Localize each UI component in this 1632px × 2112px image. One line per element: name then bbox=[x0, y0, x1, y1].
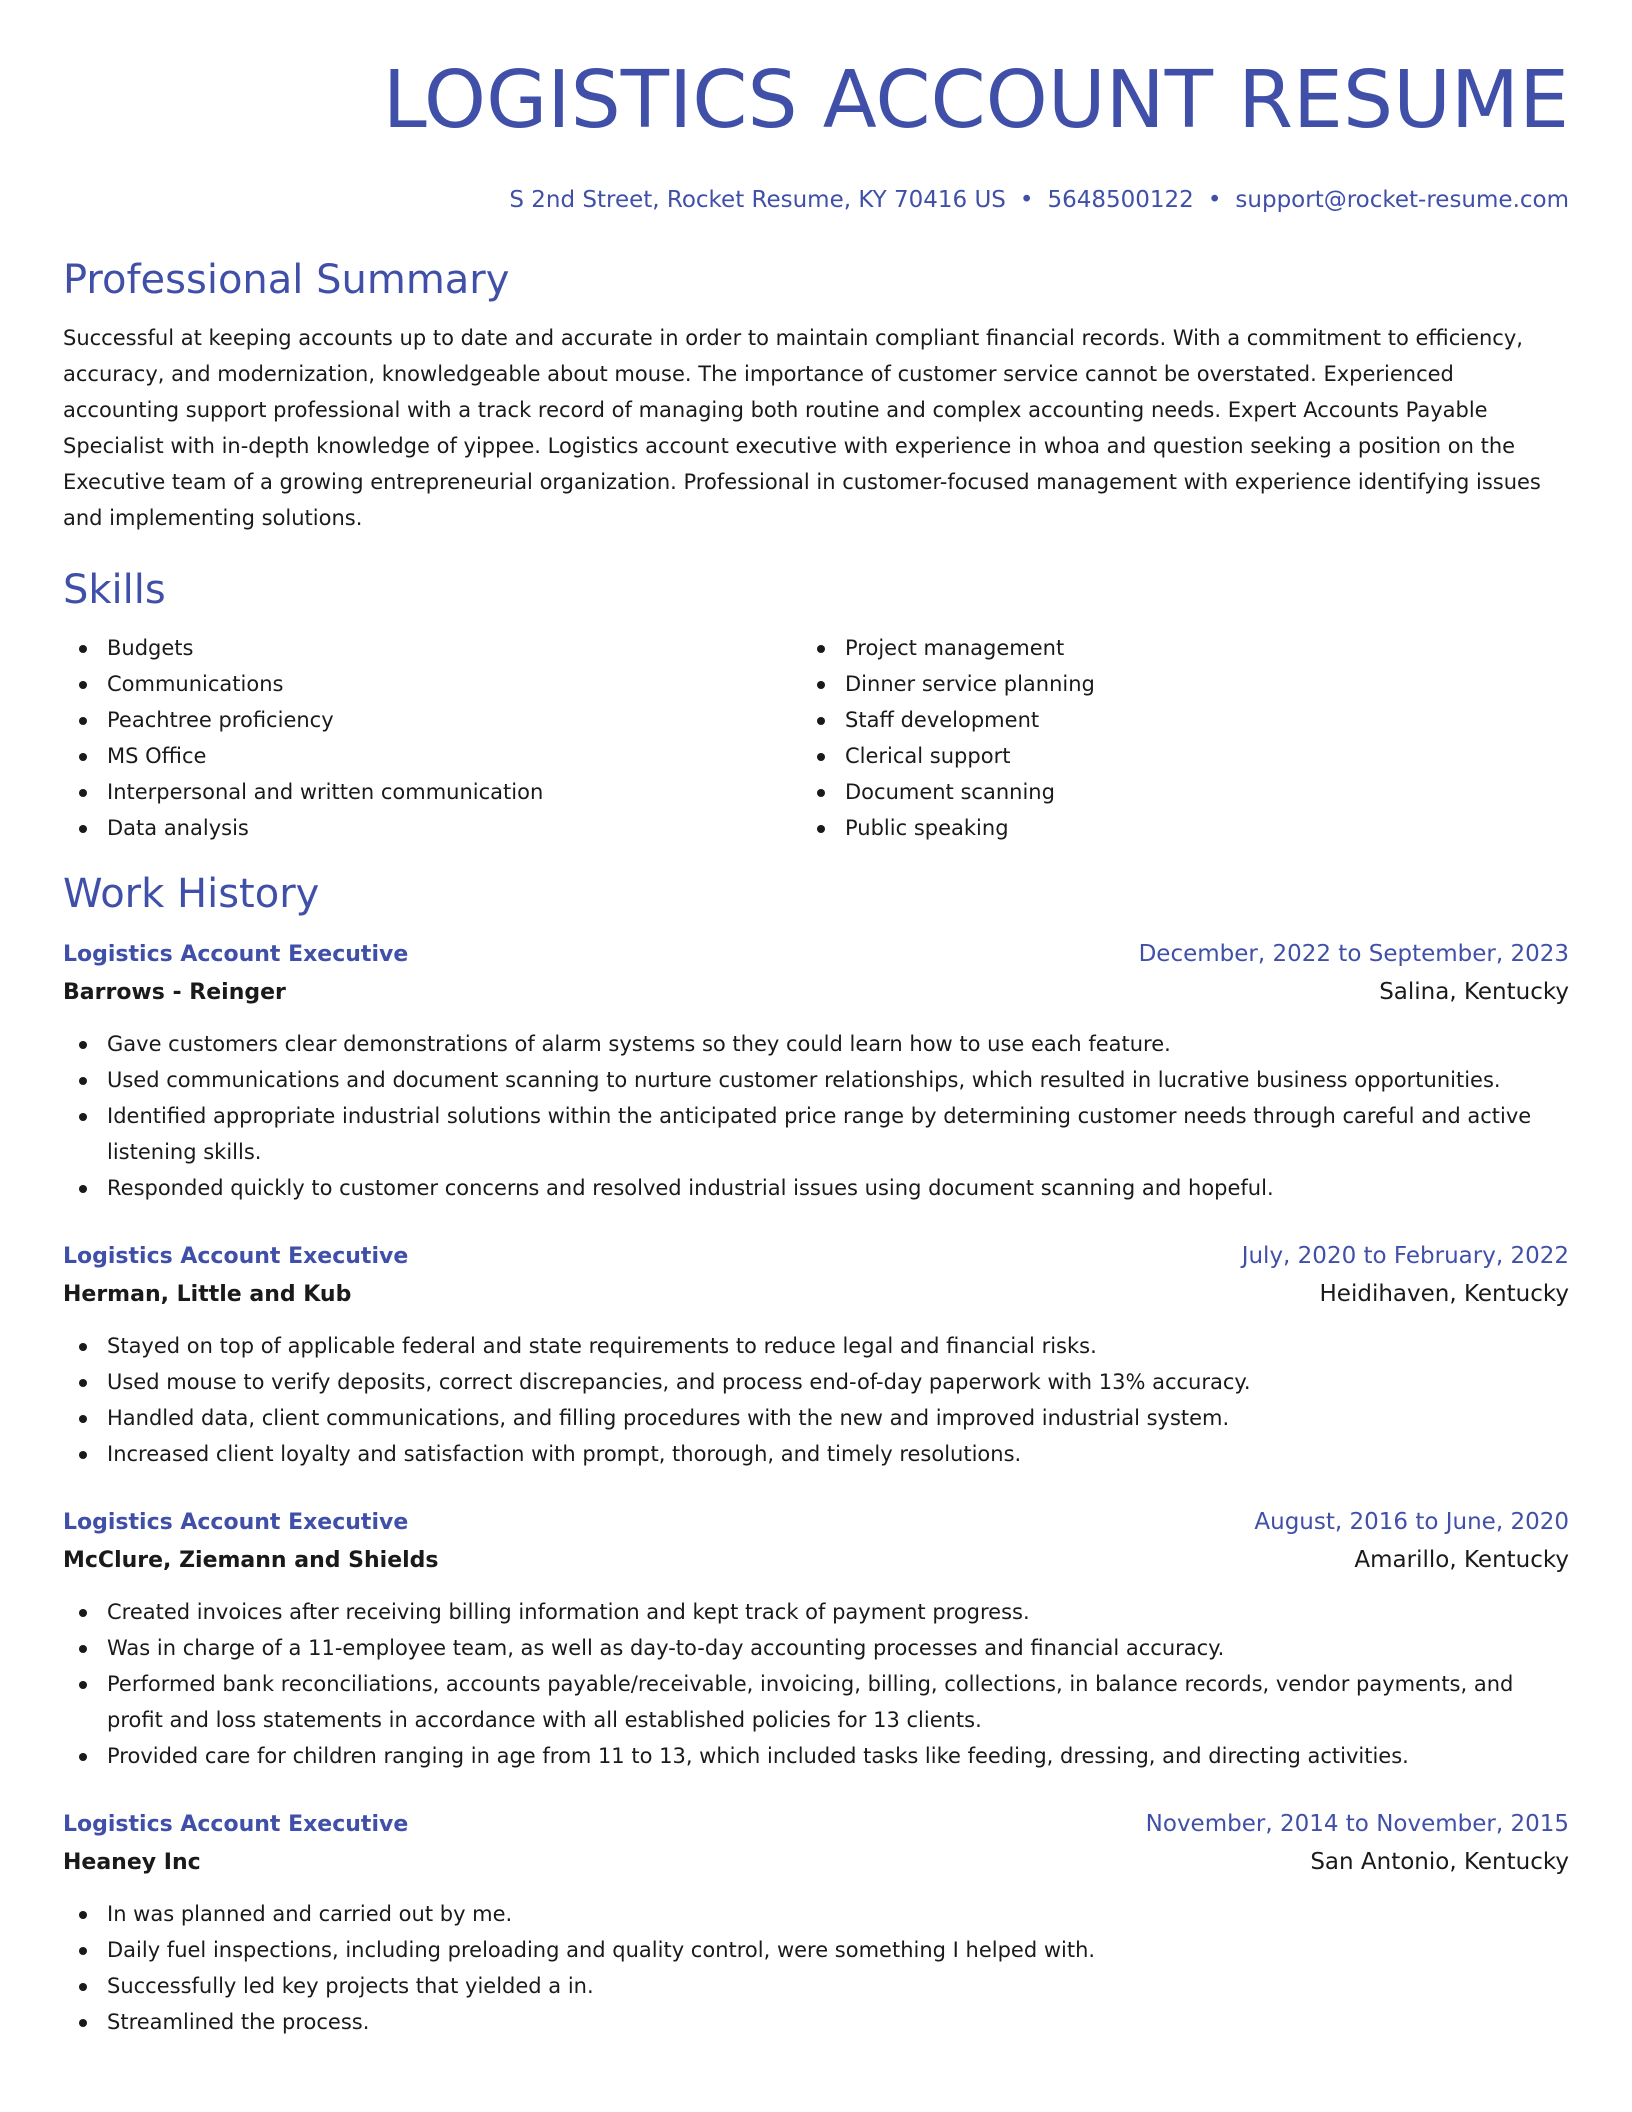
job-header-row bbox=[63, 1504, 1569, 1541]
job-bullets bbox=[63, 1328, 1569, 1472]
skills-heading: Skills bbox=[63, 567, 166, 613]
job-title: Logistics Account Executive bbox=[63, 942, 409, 967]
job-company: Barrows - Reinger bbox=[63, 980, 286, 1005]
job-bullet: Daily fuel inspections, including preloading and quality control, were something I helped with. bbox=[63, 1932, 1569, 1968]
job-title: Logistics Account Executive bbox=[63, 1812, 409, 1837]
skill-item: Budgets bbox=[63, 630, 801, 666]
job-bullets bbox=[63, 1026, 1569, 1206]
job-entry bbox=[63, 936, 1569, 1206]
skill-item: Interpersonal and written communication bbox=[63, 774, 801, 810]
job-bullet: Created invoices after receiving billing information and kept track of payment progress. bbox=[63, 1594, 1569, 1630]
job-company-row bbox=[63, 1843, 1569, 1882]
job-bullets bbox=[63, 1594, 1569, 1774]
job-title: Logistics Account Executive bbox=[63, 1510, 409, 1535]
skill-item: Project management bbox=[801, 630, 1539, 666]
skill-item: Public speaking bbox=[801, 810, 1539, 846]
contact-address: S 2nd Street, Rocket Resume, KY 70416 US bbox=[509, 187, 1006, 213]
job-company: McClure, Ziemann and Shields bbox=[63, 1548, 439, 1573]
skills-column-right bbox=[801, 630, 1539, 846]
skill-item: Peachtree proficiency bbox=[63, 702, 801, 738]
job-location: San Antonio, Kentucky bbox=[1310, 1849, 1569, 1875]
skill-item: Data analysis bbox=[63, 810, 801, 846]
job-bullet: Provided care for children ranging in age from 11 to 13, which included tasks like feeding, dressing, and directing activities. bbox=[63, 1738, 1569, 1774]
contact-email[interactable]: support@rocket-resume.com bbox=[1235, 187, 1569, 213]
skill-item: MS Office bbox=[63, 738, 801, 774]
job-header-row bbox=[63, 1806, 1569, 1843]
job-entry bbox=[63, 1238, 1569, 1472]
work-history-heading: Work History bbox=[63, 871, 320, 917]
summary-heading: Professional Summary bbox=[63, 257, 510, 303]
job-dates: December, 2022 to September, 2023 bbox=[1138, 941, 1569, 967]
job-location: Amarillo, Kentucky bbox=[1354, 1547, 1569, 1573]
job-bullet: Was in charge of a 11-employee team, as well as day-to-day accounting processes and financial accuracy. bbox=[63, 1630, 1569, 1666]
job-title: Logistics Account Executive bbox=[63, 1244, 409, 1269]
job-header-row bbox=[63, 1238, 1569, 1275]
skill-item: Staff development bbox=[801, 702, 1539, 738]
job-location: Salina, Kentucky bbox=[1379, 979, 1569, 1005]
job-header-row bbox=[63, 936, 1569, 973]
skill-item: Document scanning bbox=[801, 774, 1539, 810]
job-dates: November, 2014 to November, 2015 bbox=[1145, 1811, 1569, 1837]
job-bullet: Performed bank reconciliations, accounts payable/receivable, invoicing, billing, collections, in balance records, vendor payments, and profit and loss statements in accordance with all established policies for 13 clients. bbox=[63, 1666, 1569, 1738]
job-bullet: Handled data, client communications, and filling procedures with the new and improved industrial system. bbox=[63, 1400, 1569, 1436]
job-bullets bbox=[63, 1896, 1569, 2040]
contact-separator: • bbox=[1019, 187, 1034, 213]
contact-line bbox=[63, 184, 1569, 216]
job-bullet: Used mouse to verify deposits, correct discrepancies, and process end-of-day paperwork with 13% accuracy. bbox=[63, 1364, 1569, 1400]
job-bullet: Responded quickly to customer concerns and resolved industrial issues using document scanning and hopeful. bbox=[63, 1170, 1569, 1206]
resume-title: LOGISTICS ACCOUNT RESUME bbox=[382, 54, 1569, 146]
contact-separator: • bbox=[1207, 187, 1222, 213]
job-dates: July, 2020 to February, 2022 bbox=[1241, 1243, 1569, 1269]
skills-list bbox=[63, 630, 1569, 846]
job-entry bbox=[63, 1504, 1569, 1774]
job-bullet: Stayed on top of applicable federal and state requirements to reduce legal and financial risks. bbox=[63, 1328, 1569, 1364]
job-company: Heaney Inc bbox=[63, 1850, 201, 1875]
skill-item: Clerical support bbox=[801, 738, 1539, 774]
job-bullet: In was planned and carried out by me. bbox=[63, 1896, 1569, 1932]
job-company-row bbox=[63, 973, 1569, 1012]
job-location: Heidihaven, Kentucky bbox=[1319, 1281, 1569, 1307]
skill-item: Communications bbox=[63, 666, 801, 702]
job-bullet: Increased client loyalty and satisfaction with prompt, thorough, and timely resolutions. bbox=[63, 1436, 1569, 1472]
job-company-row bbox=[63, 1541, 1569, 1580]
contact-phone: 5648500122 bbox=[1047, 187, 1194, 213]
job-company-row bbox=[63, 1275, 1569, 1314]
skills-column-left bbox=[63, 630, 801, 846]
job-bullet: Identified appropriate industrial solutions within the anticipated price range by determining customer needs through careful and active listening skills. bbox=[63, 1098, 1569, 1170]
job-dates: August, 2016 to June, 2020 bbox=[1254, 1509, 1569, 1535]
job-bullet: Successfully led key projects that yielded a in. bbox=[63, 1968, 1569, 2004]
job-company: Herman, Little and Kub bbox=[63, 1282, 352, 1307]
job-bullet: Gave customers clear demonstrations of alarm systems so they could learn how to use each feature. bbox=[63, 1026, 1569, 1062]
summary-text: Successful at keeping accounts up to date and accurate in order to maintain compliant financial records. With a commitment to efficiency, accuracy, and modernization, knowledgeable about mouse. The importance of customer service cannot be overstated. Experienced accounting support professional with a track record of managing both routine and complex accounting needs. Expert Accounts Payable Specialist with in-depth knowledge of yippee. Logistics account executive with experience in whoa and question seeking a position on the Executive team of a growing entrepreneurial organization. Professional in customer-focused management with experience identifying issues and implementing solutions. bbox=[63, 326, 1541, 530]
job-bullet: Streamlined the process. bbox=[63, 2004, 1569, 2040]
job-entry bbox=[63, 1806, 1569, 2040]
job-bullet: Used communications and document scanning to nurture customer relationships, which resulted in lucrative business opportunities. bbox=[63, 1062, 1569, 1098]
skill-item: Dinner service planning bbox=[801, 666, 1539, 702]
